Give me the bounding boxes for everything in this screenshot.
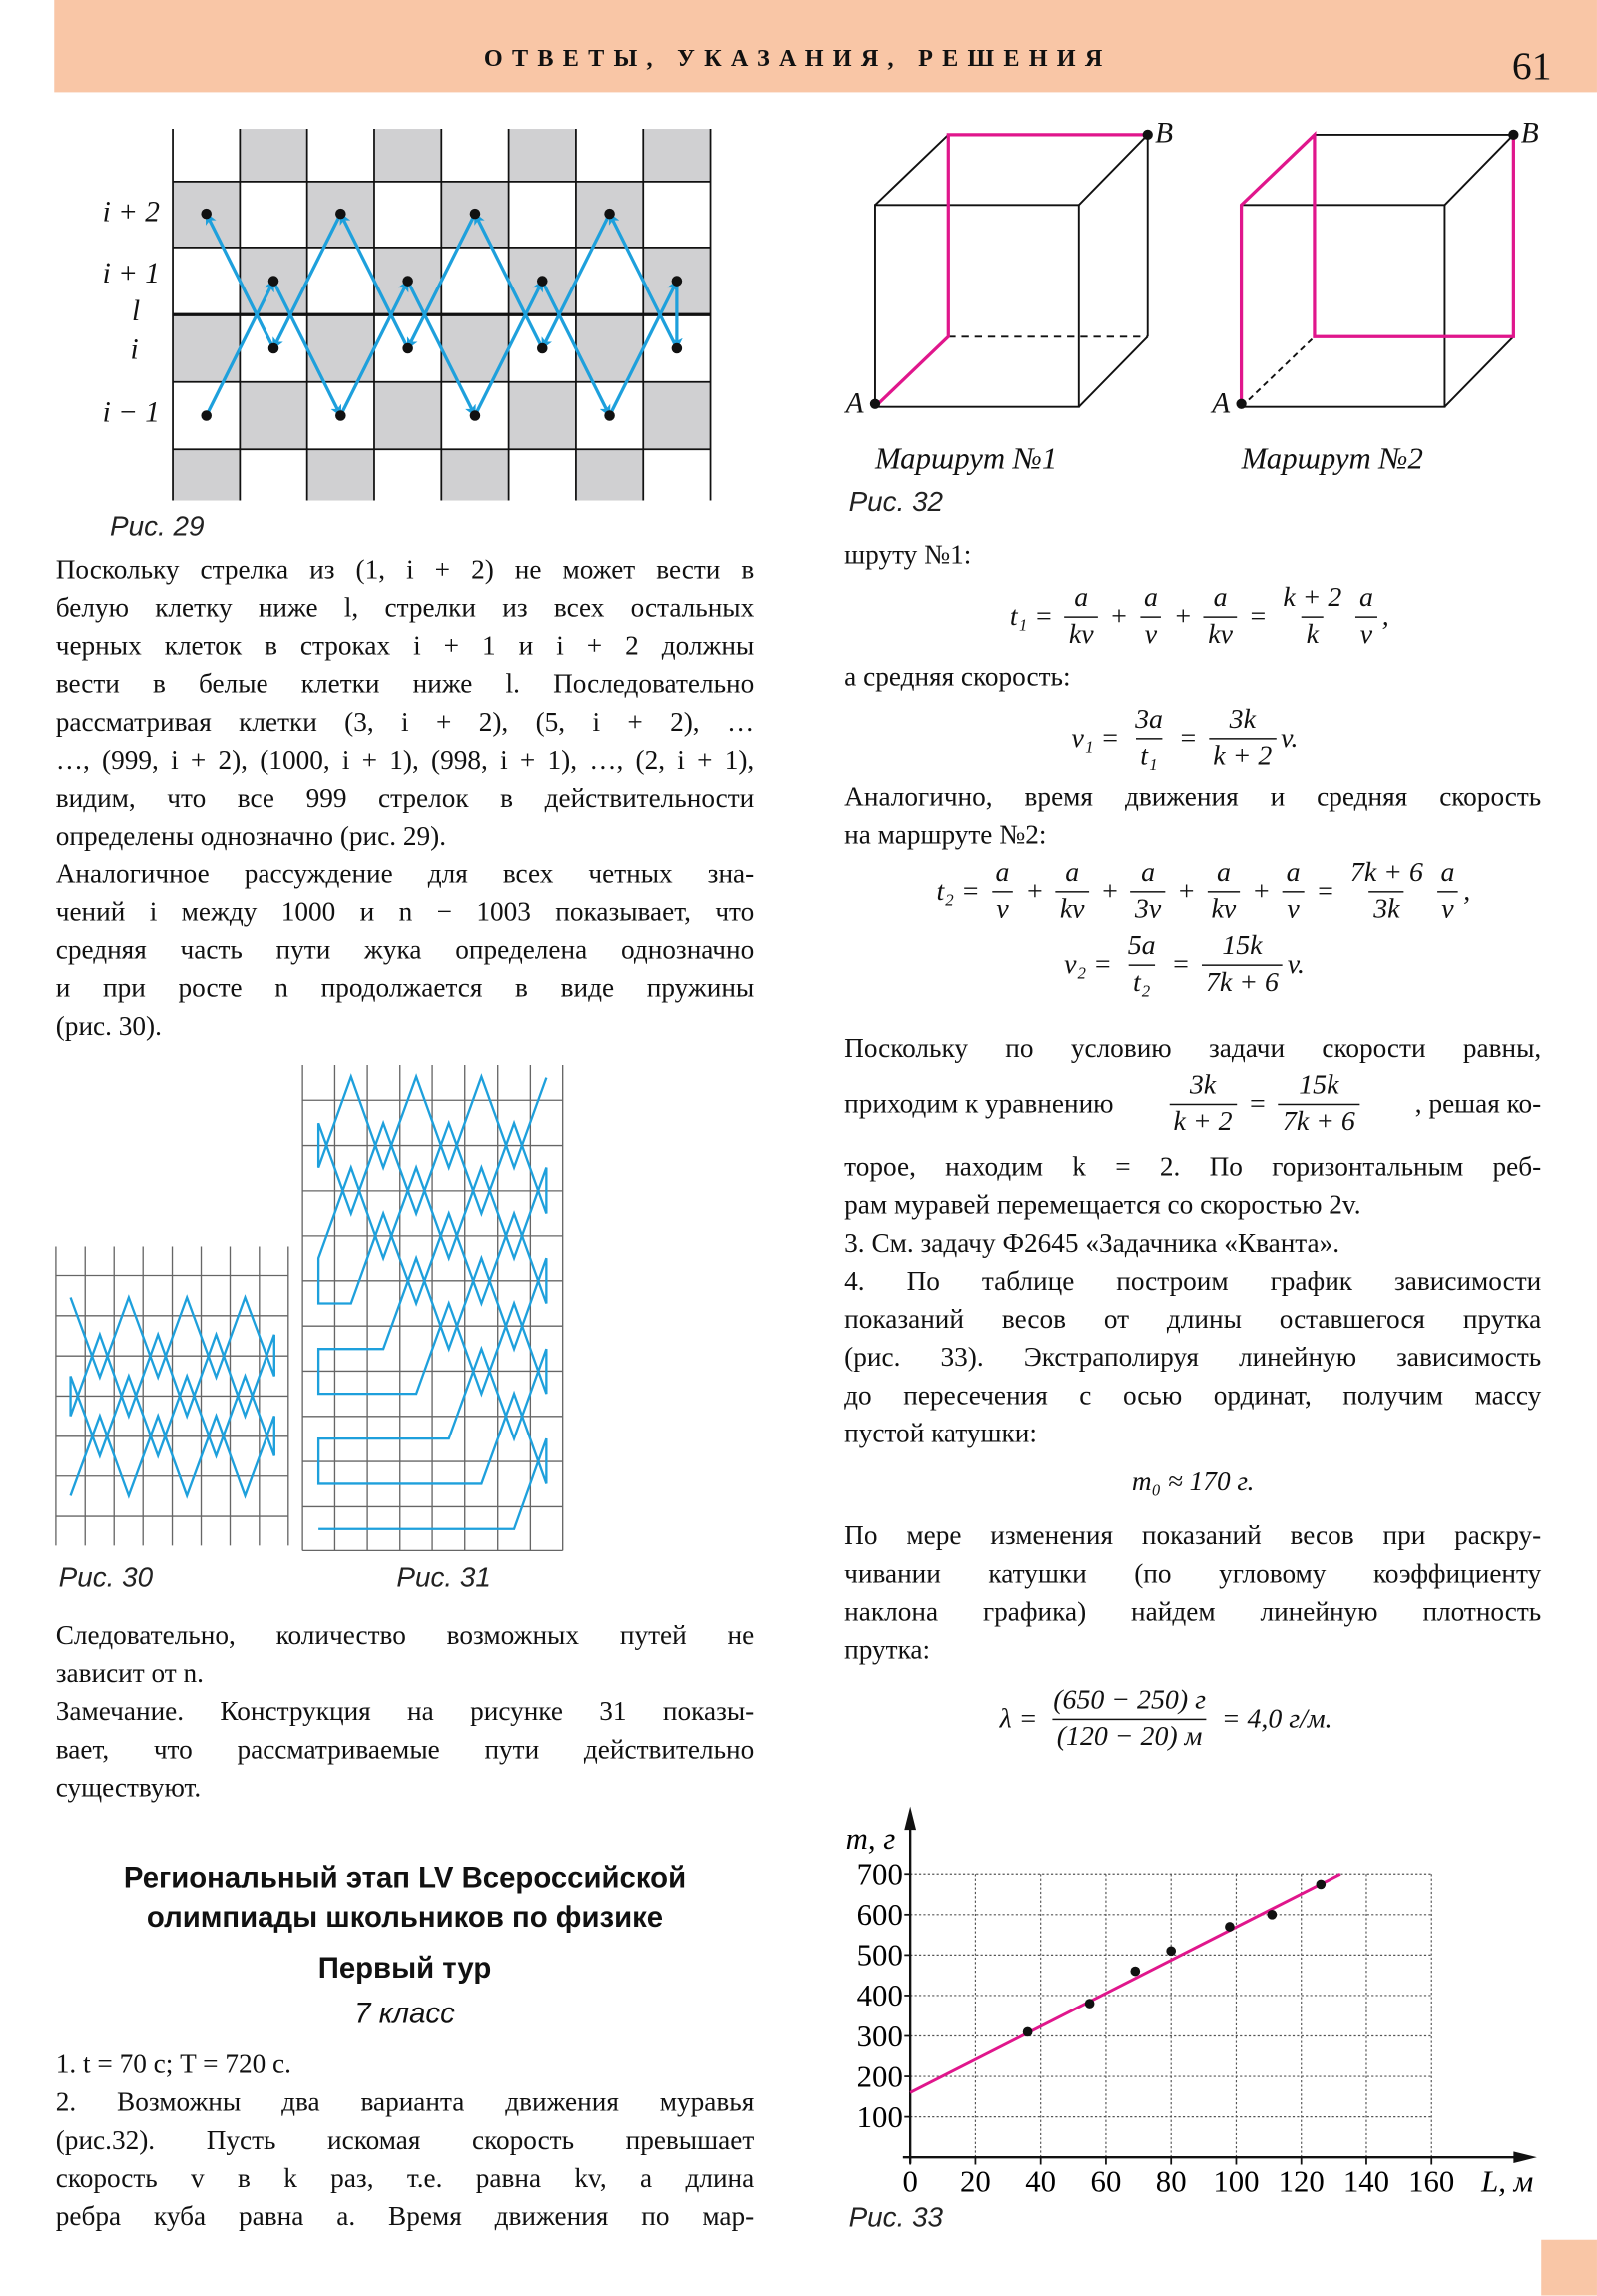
label-b-1: B [1155, 117, 1173, 150]
cell-dot [604, 209, 615, 220]
denominator: 3k [1369, 891, 1404, 926]
cell-dot [201, 209, 212, 220]
text-line: Замечание. Конструкция на рисунке 31 показы- [55, 1696, 755, 1728]
fraction [1346, 858, 1428, 926]
denominator: k + 2 [1169, 1104, 1237, 1139]
formula-v2 [1064, 931, 1305, 1000]
page-number: 61 [1511, 43, 1552, 88]
denominator: t₁ [1136, 738, 1162, 773]
answer-item: 1. t = 70 с; T = 720 с. [55, 2049, 291, 2080]
label-a-1: A [845, 387, 864, 420]
denominator: t₂ [1129, 964, 1155, 999]
formula-m0: m₀ ≈ 170 г. [1131, 1466, 1255, 1498]
text-line: а средняя скорость: [844, 661, 1071, 693]
row-label-i-plus-1: i + 1 [102, 258, 160, 290]
text-line: (рис.32). Пусть искомая скорость превышает [55, 2125, 755, 2157]
fraction [1207, 858, 1241, 926]
y-tick-label: 700 [856, 1857, 903, 1892]
denominator: 7k + 6 [1278, 1104, 1359, 1139]
gray-cell [240, 382, 306, 449]
cell-dot [402, 276, 413, 287]
formula-lambda [1000, 1685, 1332, 1754]
figure-33-chart [819, 1798, 1551, 2208]
row-label-i-minus-1: i − 1 [102, 396, 160, 429]
text-line: до пересечения с осью ординат, получим массу [844, 1380, 1542, 1412]
numerator: 3a [1135, 704, 1163, 736]
numerator: a [995, 858, 1010, 889]
fraction [1131, 858, 1166, 926]
text-line: торое, находим k = 2. По горизонтальным реб- [844, 1152, 1542, 1183]
numerator: (650 − 250) г [1053, 1684, 1206, 1716]
data-point [1225, 1922, 1235, 1932]
cell-dot [268, 276, 279, 287]
formula-text: + [1102, 600, 1136, 632]
text-line: рассматривая клетки (3, i + 2), (5, i + 2), … [55, 707, 755, 739]
formula-text: t₁ = [1009, 600, 1061, 632]
formula-text: v₁ = [1071, 722, 1127, 754]
denominator: kv [1207, 891, 1241, 926]
fig30-caption: Рис. 30 [58, 1563, 154, 1595]
denominator: v [992, 891, 1013, 926]
fraction [1436, 858, 1459, 926]
numerator: 5a [1127, 930, 1156, 962]
formula-v1 [1071, 704, 1298, 773]
formula-text: v₂ = [1064, 949, 1119, 980]
equation-line [844, 1070, 1541, 1139]
y-tick-label: 500 [856, 1938, 903, 1973]
text-line: вает, что рассматриваемые пути действительно [55, 1734, 755, 1766]
formula-text: t₂ = [936, 875, 987, 907]
denominator: v [1437, 891, 1458, 926]
denominator: 3v [1131, 891, 1166, 926]
route-1-label: Маршрут №1 [874, 440, 1058, 476]
data-point [1023, 2027, 1033, 2037]
fraction [1064, 583, 1098, 652]
text-line: шруту №1: [844, 540, 972, 571]
fraction [1123, 931, 1160, 1000]
gray-cell [441, 449, 508, 500]
fraction [1169, 1070, 1237, 1139]
formula-text: v. [1281, 722, 1299, 754]
paragraph-2 [56, 1617, 755, 1808]
text-line: Поскольку стрелка из (1, i + 2) не может вести в [55, 554, 755, 586]
text-line: видим, что все 999 стрелок в действительности [55, 783, 755, 815]
denominator: (120 − 20) м [1052, 1719, 1207, 1754]
text-line: …, (999, i + 2), (1000, i + 1), (998, i + 1), …, (2, i + 1), [55, 745, 755, 777]
formula-text: = [1241, 600, 1275, 632]
formula-text: = 4,0 г/м. [1214, 1703, 1332, 1735]
text-line: По мере изменения показаний весов при раскру- [844, 1520, 1542, 1552]
cell-dot [402, 343, 413, 354]
row-label-i-plus-2: i + 2 [102, 196, 160, 229]
formula-text: = [1164, 949, 1198, 980]
numerator: k + 2 [1283, 582, 1342, 614]
point-b-2 [1508, 130, 1518, 140]
text-line: Поскольку по условию задачи скорости равны, [844, 1033, 1542, 1065]
text-line: показаний весов от длины оставшегося прутка [844, 1304, 1542, 1336]
row-label-l: l [131, 295, 141, 328]
text-line: существуют. [55, 1772, 202, 1804]
fraction [1209, 704, 1277, 773]
formula-t2 [937, 858, 1471, 926]
text-line [844, 1030, 1541, 1068]
denominator: k [1302, 616, 1323, 651]
text-line: рам муравей перемещается со скоростью 2v. [844, 1190, 1361, 1222]
text-line: скорость v в k раз, т.е. равна kv, а длина [55, 2163, 755, 2195]
cell-dot [672, 276, 683, 287]
text-line: Следовательно, количество возможных путей не [55, 1620, 755, 1652]
label-b-2: B [1520, 117, 1539, 150]
x-tick-label: 60 [1090, 2164, 1122, 2199]
section-title-line: Региональный этап LV Всероссийской [123, 1862, 687, 1895]
formula-text: = [1171, 722, 1205, 754]
cube-route-2 [1242, 135, 1514, 407]
paragraph-3 [844, 1149, 1541, 1453]
data-point [1130, 1967, 1140, 1977]
numerator: 3k [1189, 1070, 1217, 1101]
gray-cell [374, 129, 441, 182]
page-corner-tab [1541, 2240, 1597, 2296]
text-segment: приходим к уравнению [844, 1088, 1114, 1120]
x-tick-label: 100 [1213, 2164, 1260, 2199]
numerator: 15k [1299, 1070, 1339, 1101]
numerator: 7k + 6 [1349, 858, 1423, 889]
cell-dot [470, 209, 481, 220]
gray-cell [643, 382, 710, 449]
y-tick-label: 200 [856, 2059, 903, 2094]
cell-dot [268, 343, 279, 354]
section-title-line: олимпиады школьников по физике [146, 1901, 664, 1935]
paragraph-route-2 [844, 779, 1541, 855]
numerator: a [1216, 858, 1231, 889]
y-tick-label: 300 [856, 2018, 903, 2053]
label-a-2: A [1212, 387, 1231, 420]
numerator: a [1213, 582, 1228, 614]
paragraph-1 [56, 552, 755, 1047]
text-segment: , решая ко- [1414, 1088, 1542, 1120]
formula-text: + [1166, 600, 1200, 632]
fraction [1204, 583, 1238, 652]
y-tick-label: 400 [856, 1979, 903, 2013]
cell-dot [335, 410, 346, 421]
text-line: чений i между 1000 и n − 1003 показывает, что [55, 896, 755, 928]
y-axis-label: m, г [845, 1822, 896, 1857]
text-line: зависит от n. [55, 1658, 204, 1690]
formula-text: = [1241, 1088, 1275, 1120]
formula-text: , [1381, 600, 1389, 632]
numerator: 15k [1222, 930, 1263, 962]
fit-line [910, 1874, 1340, 2092]
text-line: и при росте n продолжается в виде пружины [55, 973, 755, 1005]
text-line: наклона графика) найдем линейную плотность [844, 1596, 1542, 1628]
fraction [1278, 1070, 1359, 1139]
x-axis-arrow [1513, 2151, 1536, 2163]
numerator: a [1065, 858, 1080, 889]
numerator: 3k [1229, 704, 1256, 736]
text-line: на маршруте №2: [844, 820, 1047, 852]
text-line: чивании катушки (по угловому коэффициенту [844, 1558, 1542, 1590]
cell-dot [672, 343, 683, 354]
text-line: ребра куба равна a. Время движения по мар- [55, 2201, 755, 2233]
cell-dot [537, 343, 548, 354]
formula-text: + [1170, 875, 1203, 907]
answer-item: 4. По таблице построим график зависимости [844, 1266, 1542, 1298]
cell-dot [604, 410, 615, 421]
text-line: вести в белые клетки ниже l. Последовательно [55, 669, 755, 700]
text-line: средняя часть пути жука определена однозначно [55, 935, 755, 966]
fraction [1049, 1685, 1211, 1754]
cell-dot [201, 410, 212, 421]
denominator: v [1355, 616, 1376, 651]
x-tick-label: 160 [1408, 2164, 1455, 2199]
text-line: (рис. 33). Экстраполируя линейную зависимость [844, 1342, 1542, 1374]
denominator: kv [1064, 616, 1098, 651]
fraction [1355, 583, 1378, 652]
x-tick-label: 40 [1025, 2164, 1057, 2199]
fraction [1131, 704, 1168, 773]
numerator: a [1141, 858, 1156, 889]
gray-cell [509, 129, 576, 182]
text-line: белую клетку ниже l, стрелки из всех остальных [55, 592, 755, 624]
gray-cell [643, 129, 710, 182]
data-point [1085, 1999, 1095, 2009]
point-a-2 [1236, 399, 1246, 409]
y-tick-label: 600 [856, 1898, 903, 1933]
figure-29-checkerboard [88, 125, 718, 505]
section-title [56, 1859, 755, 1938]
cell-dot [470, 410, 481, 421]
fraction [1279, 583, 1346, 652]
answers-list [56, 2046, 755, 2237]
denominator: kv [1204, 616, 1238, 651]
gray-cell [307, 449, 374, 500]
text-line: пустой катушки: [844, 1419, 1037, 1449]
text-line: (рис. 30). [55, 1011, 162, 1043]
point-a-1 [870, 399, 880, 409]
fraction [1055, 858, 1089, 926]
answer-item: 2. Возможны два варианта движения муравья [55, 2087, 755, 2119]
text-line: определены однозначно (рис. 29). [55, 821, 447, 853]
x-tick-label: 0 [902, 2164, 918, 2199]
fig29-caption: Рис. 29 [109, 512, 205, 544]
fig31-caption: Рис. 31 [396, 1563, 491, 1595]
denominator: v [1283, 891, 1304, 926]
formula-text: + [1093, 875, 1127, 907]
numerator: a [1143, 582, 1158, 614]
numerator: a [1074, 582, 1089, 614]
y-axis-arrow [904, 1807, 916, 1830]
text-line: черных клеток в строках i + 1 и i + 2 должны [55, 631, 755, 662]
formula-speed-equation [1165, 1070, 1364, 1139]
figure-32-cubes [834, 117, 1537, 424]
figure-30-spring [50, 1058, 569, 1557]
formula-text: v. [1287, 949, 1306, 980]
formula-text: + [1018, 875, 1052, 907]
formula-text: + [1245, 875, 1278, 907]
y-tick-label: 100 [856, 2099, 903, 2134]
denominator: k + 2 [1209, 738, 1277, 773]
numerator: a [1440, 858, 1455, 889]
data-point [1166, 1946, 1176, 1956]
gray-cell [240, 129, 306, 182]
answer-item: 3. См. задачу Ф2645 «Задачника «Кванта». [844, 1228, 1340, 1260]
point-b-1 [1143, 130, 1153, 140]
x-tick-label: 80 [1155, 2164, 1187, 2199]
fig32-caption: Рис. 32 [848, 487, 944, 519]
gray-cell [173, 449, 240, 500]
formula-text: λ = [999, 1703, 1045, 1735]
cell-dot [537, 276, 548, 287]
fig33-caption: Рис. 33 [848, 2203, 944, 2234]
data-point [1316, 1880, 1326, 1890]
denominator: kv [1055, 891, 1089, 926]
data-point [1268, 1910, 1278, 1920]
cell-dot [335, 209, 346, 220]
fraction [1202, 931, 1284, 1000]
formula-t1 [1010, 583, 1389, 652]
x-tick-label: 120 [1278, 2164, 1325, 2199]
numerator: a [1286, 858, 1301, 889]
gray-cell [509, 382, 576, 449]
numerator: a [1358, 582, 1373, 614]
round-title: Первый тур [317, 1953, 492, 1986]
paragraph-4 [844, 1518, 1541, 1671]
x-tick-label: 20 [960, 2164, 991, 2199]
formula-text: = [1309, 875, 1342, 907]
grade-title: 7 класс [354, 1998, 455, 2031]
header-title: ОТВЕТЫ, УКАЗАНИЯ, РЕШЕНИЯ [483, 43, 1112, 72]
route-2-label: Маршрут №2 [1241, 440, 1423, 476]
gray-cell [374, 382, 441, 449]
text-line: Аналогичное рассуждение для всех четных зна- [55, 859, 755, 890]
gray-cell [576, 449, 643, 500]
text-line: прутка: [844, 1635, 931, 1666]
row-label-i: i [130, 333, 139, 366]
fraction [991, 858, 1014, 926]
x-tick-label: 140 [1342, 2164, 1390, 2199]
denominator: 7k + 6 [1202, 964, 1284, 999]
formula-text: , [1463, 875, 1471, 907]
denominator: v [1140, 616, 1161, 651]
fraction [1140, 583, 1163, 652]
text-line: Аналогично, время движения и средняя скорость [844, 782, 1542, 813]
fraction [1282, 858, 1305, 926]
x-axis-label: L, м [1481, 2164, 1534, 2199]
